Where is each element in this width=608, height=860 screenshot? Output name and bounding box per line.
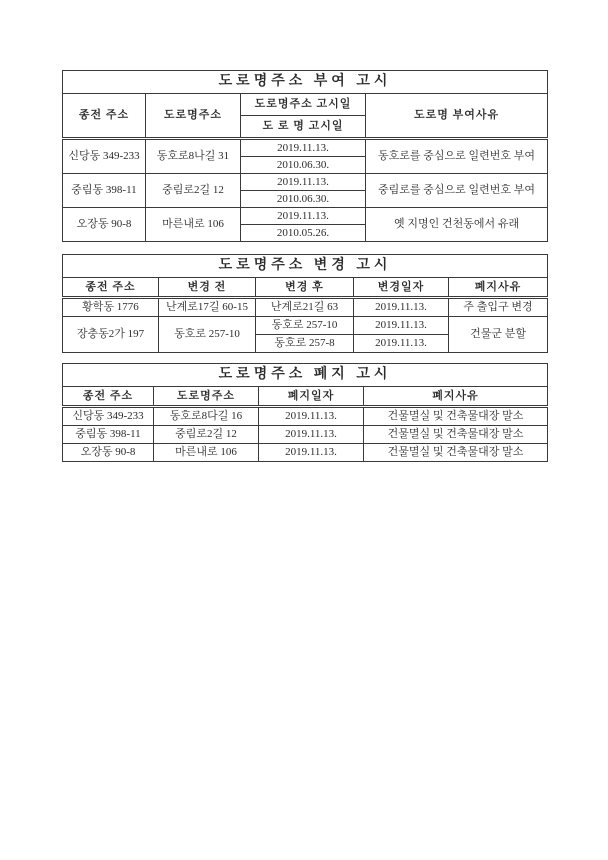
cell-abolish-reason: 건물멸실 및 건축물대장 말소 (364, 407, 548, 426)
table-title-row (63, 255, 548, 278)
assign-table-title: 도로명주소 부여 고시 (63, 71, 548, 94)
cell-abolish-reason: 건물멸실 및 건축물대장 말소 (364, 444, 548, 462)
cell-roadname: 동호로8다길 16 (154, 407, 259, 426)
cell-prev-address: 중림동 398-11 (63, 174, 146, 208)
table-row (63, 174, 548, 191)
cell-abolish-date: 2019.11.13. (259, 407, 364, 426)
col-header-roadname: 도로명주소 (154, 387, 259, 407)
table-row (63, 139, 548, 157)
abolish-notice-table (62, 363, 548, 462)
table-title-row (63, 364, 548, 387)
change-notice-table (62, 254, 548, 353)
cell-roadname-date: 2010.06.30. (241, 157, 366, 174)
col-header-abolish-date: 폐지일자 (259, 387, 364, 407)
col-header-prev-address: 종전 주소 (63, 387, 154, 407)
change-table-title: 도로명주소 변경 고시 (63, 255, 548, 278)
cell-assign-reason: 옛 지명인 건천동에서 유래 (366, 208, 548, 242)
cell-abolish-date: 2019.11.13. (259, 444, 364, 462)
cell-after-change: 난계로21길 63 (256, 298, 354, 317)
table-title-row (63, 71, 548, 94)
table-header-row (63, 387, 548, 407)
cell-roadname: 중림로2길 12 (154, 426, 259, 444)
table-row (63, 426, 548, 444)
col-header-prev-address: 종전 주소 (63, 94, 146, 139)
cell-roadname: 마른내로 106 (154, 444, 259, 462)
col-header-roadaddr-notice-date: 도로명주소 고시일 (241, 94, 366, 116)
table-gap (62, 353, 547, 363)
col-header-abolish-reason: 폐지사유 (364, 387, 548, 407)
table-header-row (63, 94, 548, 116)
cell-roadaddr-date: 2019.11.13. (241, 208, 366, 225)
col-header-assign-reason: 도로명 부여사유 (366, 94, 548, 139)
table-row (63, 298, 548, 317)
cell-abolish-date: 2019.11.13. (259, 426, 364, 444)
table-gap (62, 242, 547, 254)
cell-assign-reason: 동호로를 중심으로 일련번호 부여 (366, 139, 548, 174)
cell-roadname: 중림로2길 12 (146, 174, 241, 208)
table-row (63, 444, 548, 462)
cell-assign-reason: 중림로를 중심으로 일련번호 부여 (366, 174, 548, 208)
cell-prev-address: 장충동2가 197 (63, 317, 159, 353)
cell-after-change: 동호로 257-10 (256, 317, 354, 335)
cell-change-date: 2019.11.13. (354, 298, 449, 317)
cell-change-reason: 주 출입구 변경 (449, 298, 548, 317)
col-header-change-date: 변경일자 (354, 278, 449, 298)
col-header-after-change: 변경 후 (256, 278, 354, 298)
cell-roadaddr-date: 2019.11.13. (241, 174, 366, 191)
table-row (63, 407, 548, 426)
cell-roadname: 동호로8나길 31 (146, 139, 241, 174)
cell-before-change: 동호로 257-10 (159, 317, 256, 353)
cell-prev-address: 중림동 398-11 (63, 426, 154, 444)
cell-before-change: 난계로17길 60-15 (159, 298, 256, 317)
assign-notice-table (62, 70, 548, 242)
col-header-abolish-reason: 폐지사유 (449, 278, 548, 298)
cell-roadaddr-date: 2019.11.13. (241, 139, 366, 157)
cell-change-reason: 건물군 분할 (449, 317, 548, 353)
col-header-before-change: 변경 전 (159, 278, 256, 298)
col-header-prev-address: 종전 주소 (63, 278, 159, 298)
cell-change-date: 2019.11.13. (354, 335, 449, 353)
cell-roadname-date: 2010.05.26. (241, 225, 366, 242)
cell-after-change: 동호로 257-8 (256, 335, 354, 353)
cell-change-date: 2019.11.13. (354, 317, 449, 335)
cell-prev-address: 황학동 1776 (63, 298, 159, 317)
col-header-roadname-notice-date: 도 로 명 고시일 (241, 116, 366, 139)
cell-prev-address: 신당동 349-233 (63, 139, 146, 174)
abolish-table-title: 도로명주소 폐지 고시 (63, 364, 548, 387)
table-row (63, 317, 548, 335)
cell-prev-address: 오장동 90-8 (63, 208, 146, 242)
cell-roadname: 마른내로 106 (146, 208, 241, 242)
table-row (63, 208, 548, 225)
cell-roadname-date: 2010.06.30. (241, 191, 366, 208)
table-header-row (63, 278, 548, 298)
cell-prev-address: 신당동 349-233 (63, 407, 154, 426)
cell-abolish-reason: 건물멸실 및 건축물대장 말소 (364, 426, 548, 444)
notice-document (62, 70, 547, 462)
cell-prev-address: 오장동 90-8 (63, 444, 154, 462)
col-header-roadname: 도로명주소 (146, 94, 241, 139)
